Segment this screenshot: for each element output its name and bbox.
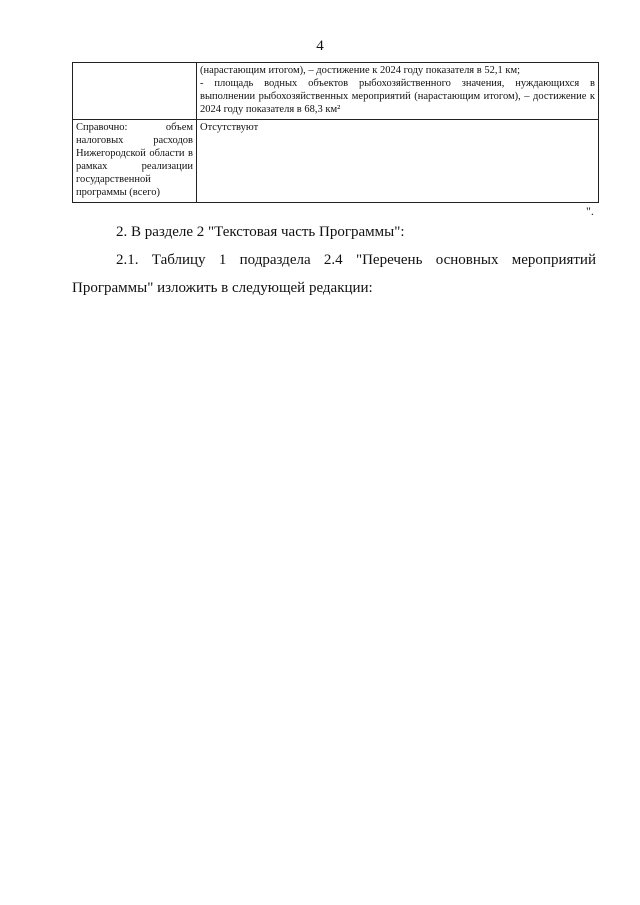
page-number: 4 — [316, 38, 324, 54]
paragraph-section-2: 2. В разделе 2 "Текстовая часть Программы": — [116, 224, 405, 240]
row-content — [197, 63, 599, 120]
row-label — [73, 63, 197, 120]
table-row — [73, 63, 599, 120]
passport-table — [72, 62, 599, 203]
row-content — [197, 120, 599, 203]
table-row — [73, 120, 599, 203]
row-label: Справочно: объем налоговых расходов Нижегородской области в рамках реализации государственной программы (всего) — [73, 120, 197, 203]
content-line: (нарастающим итогом), – достижение к 2024 году показателя в 52,1 км; — [200, 65, 521, 76]
content-line: Отсутствуют — [200, 122, 259, 133]
paragraph-section-2-1: 2.1. Таблицу 1 подраздела 2.4 "Перечень основных мероприятий Программы" изложить в следующей редакции: — [72, 252, 596, 296]
content-line: - площадь водных объектов рыбохозяйственного значения, нуждающихся в выполнении рыбохозяйственных мероприятий (нарастающим итогом), – достижение к 2024 году показателя в 68,3 км² — [200, 78, 595, 115]
closing-quote: ". — [586, 204, 594, 218]
